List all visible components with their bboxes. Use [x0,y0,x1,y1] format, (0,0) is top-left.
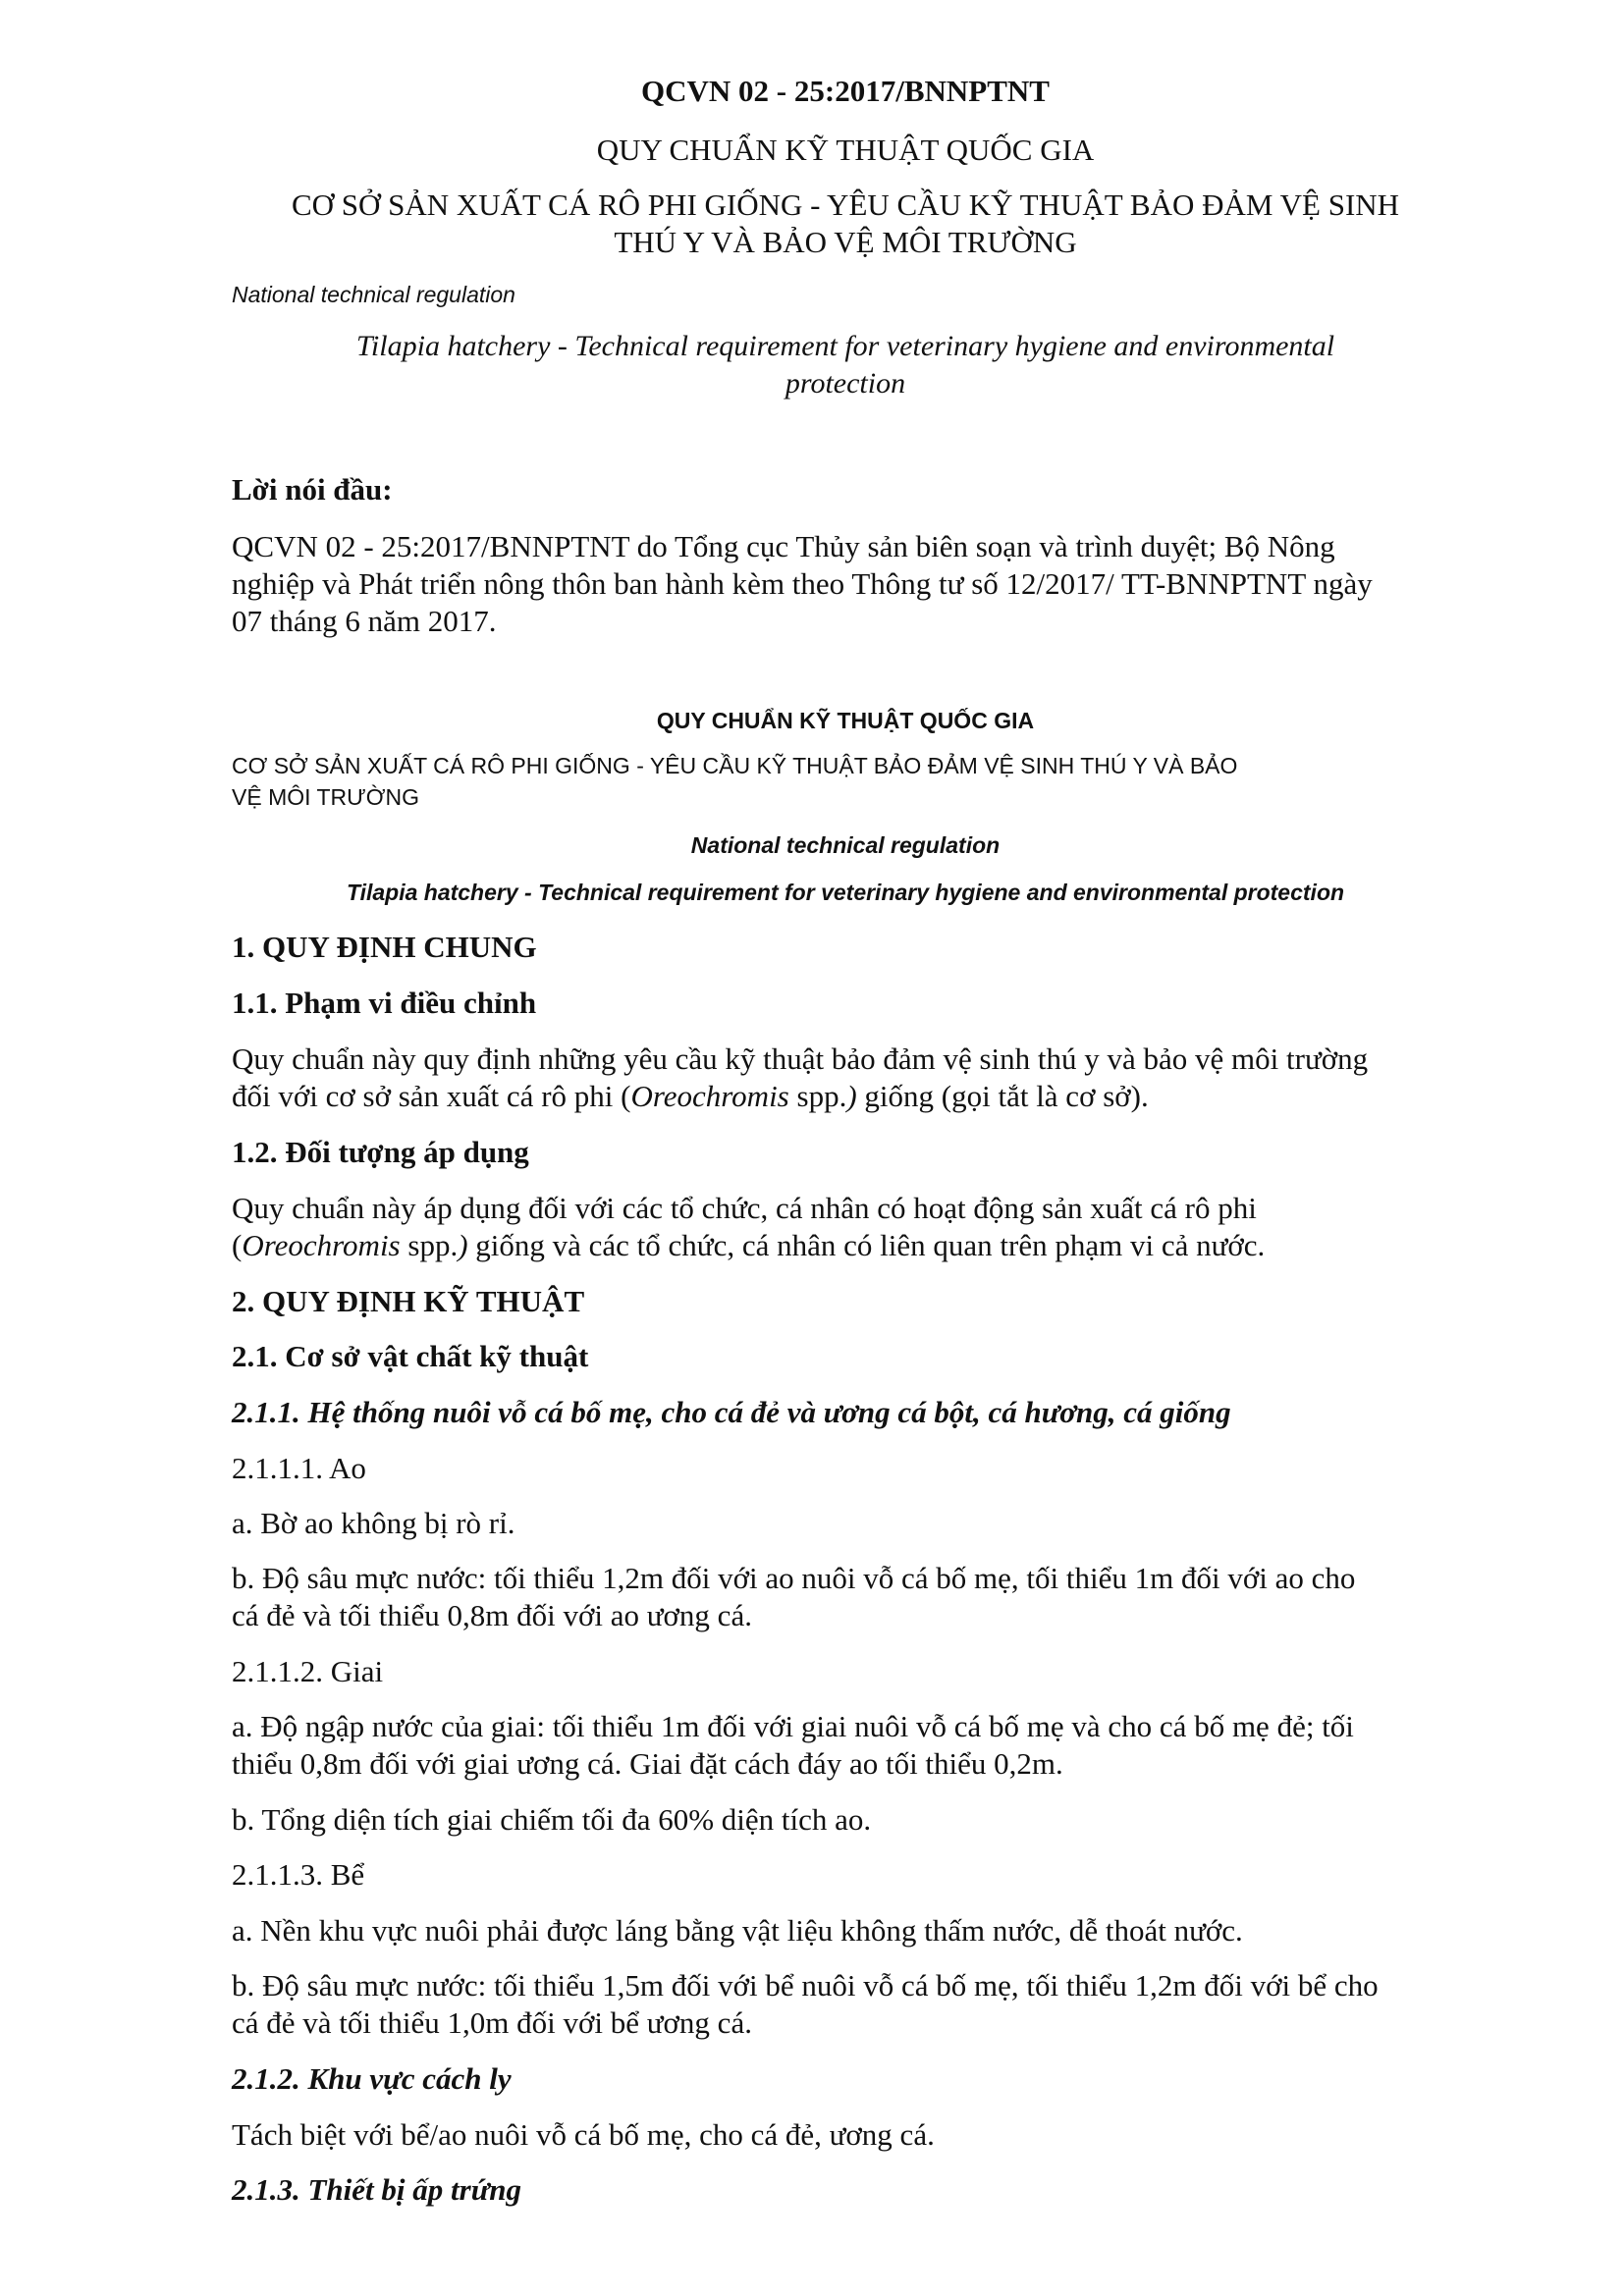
section-heading-2-1-1-1: 2.1.1.1. Ao [232,1451,366,1485]
item-giai-a-line1: a. Độ ngập nước của giai: tối thiểu 1m đối với giai nuôi vỗ cá bố mẹ và cho cá bố mẹ đẻ; tối [232,1709,1354,1743]
text-run: giống (gọi tắt là cơ sở). [856,1079,1149,1113]
section-heading-1: 1. QUY ĐỊNH CHUNG [232,930,537,964]
item-ao-b-line2: cá đẻ và tối thiểu 0,8m đối với ao ương cá. [232,1598,752,1632]
item-giai-a-line2: thiểu 0,8m đối với giai ương cá. Giai đặt cách đáy ao tối thiểu 0,2m. [232,1746,1063,1781]
paragraph-1-2-line2 [232,1227,1459,1264]
item-ao-b-line1: b. Độ sâu mực nước: tối thiểu 1,2m đối với ao nuôi vỗ cá bố mẹ, tối thiểu 1m đối với ao cho [232,1561,1356,1595]
text-run: ( [232,1228,243,1262]
english-label: National technical regulation [232,282,515,307]
section-heading-2-1: 2.1. Cơ sở vật chất kỹ thuật [232,1339,589,1373]
text-run: spp. [788,1079,847,1113]
regulation-title: QUY CHUẨN KỸ THUẬT QUỐC GIA [596,133,1095,167]
section-heading-2: 2. QUY ĐỊNH KỸ THUẬT [232,1284,585,1318]
section-heading-1-2: 1.2. Đối tượng áp dụng [232,1135,529,1169]
english-title-line1: Tilapia hatchery - Technical requirement for veterinary hygiene and environmental [355,330,1335,362]
section-heading-2-1-1-2: 2.1.1.2. Giai [232,1654,384,1688]
foreword-line3: 07 tháng 6 năm 2017. [232,604,497,638]
section-heading-2-1-1: 2.1.1. Hệ thống nuôi vỗ cá bố mẹ, cho cá đẻ và ương cá bột, cá hương, cá giống [232,1395,1231,1429]
paragraph-1-1-line1: Quy chuẩn này quy định những yêu cầu kỹ thuật bảo đảm vệ sinh thú y và bảo vệ môi trường [232,1041,1369,1076]
foreword-heading: Lời nói đầu: [232,472,393,507]
repeat-subtitle-line1: CƠ SỞ SẢN XUẤT CÁ RÔ PHI GIỐNG - YÊU CẦU KỸ THUẬT BẢO ĐẢM VỆ SINH THÚ Y VÀ BẢO [232,753,1238,778]
regulation-subtitle-line2: THÚ Y VÀ BẢO VỆ MÔI TRƯỜNG [614,225,1077,259]
species-name: Oreochromis [630,1079,789,1113]
section-heading-2-1-1-3: 2.1.1.3. Bể [232,1857,365,1892]
regulation-code: QCVN 02 - 25:2017/BNNPTNT [641,74,1050,108]
english-title-line2: protection [785,367,906,400]
foreword-line1: QCVN 02 - 25:2017/BNNPTNT do Tổng cục Thủy sản biên soạn và trình duyệt; Bộ Nông [232,529,1335,563]
section-heading-2-1-2: 2.1.2. Khu vực cách ly [232,2061,512,2096]
foreword-line2: nghiệp và Phát triển nông thôn ban hành kèm theo Thông tư số 12/2017/ TT-BNNPTNT ngày [232,566,1373,601]
item-be-b-line2: cá đẻ và tối thiểu 1,0m đối với bể ương cá. [232,2005,752,2040]
text-run: đối với cơ sở sản xuất cá rô phi ( [232,1079,631,1113]
repeat-subtitle-line2: VỆ MÔI TRƯỜNG [232,784,420,810]
item-be-a: a. Nền khu vực nuôi phải được láng bằng vật liệu không thấm nước, dễ thoát nước. [232,1913,1243,1948]
paragraph-1-2-line1: Quy chuẩn này áp dụng đối với các tổ chức, cá nhân có hoạt động sản xuất cá rô phi [232,1191,1257,1225]
paragraph-1-1-line2 [232,1078,1459,1115]
section-heading-1-1: 1.1. Phạm vi điều chỉnh [232,986,537,1020]
repeat-english-title: Tilapia hatchery - Technical requirement for veterinary hygiene and environmental protection [346,880,1345,905]
item-giai-b: b. Tổng diện tích giai chiếm tối đa 60% diện tích ao. [232,1802,872,1837]
item-ao-a: a. Bờ ao không bị rò rỉ. [232,1506,515,1540]
regulation-subtitle-line1: CƠ SỞ SẢN XUẤT CÁ RÔ PHI GIỐNG - YÊU CẦU KỸ THUẬT BẢO ĐẢM VỆ SINH [291,187,1400,222]
section-heading-2-1-3: 2.1.3. Thiết bị ấp trứng [232,2172,522,2207]
repeat-english-label: National technical regulation [690,832,1001,858]
text-run: ) [846,1079,857,1113]
text-run: giống và các tổ chức, cá nhân có liên quan trên phạm vi cả nước. [467,1228,1266,1262]
repeat-title: QUY CHUẨN KỸ THUẬT QUỐC GIA [656,708,1035,733]
text-run: spp. [400,1228,459,1262]
species-name: Oreochromis [242,1228,401,1262]
text-run: ) [458,1228,468,1262]
item-be-b-line1: b. Độ sâu mực nước: tối thiểu 1,5m đối với bể nuôi vỗ cá bố mẹ, tối thiểu 1,2m đối với bể cho [232,1968,1379,2002]
paragraph-2-1-2: Tách biệt với bể/ao nuôi vỗ cá bố mẹ, cho cá đẻ, ương cá. [232,2117,935,2152]
